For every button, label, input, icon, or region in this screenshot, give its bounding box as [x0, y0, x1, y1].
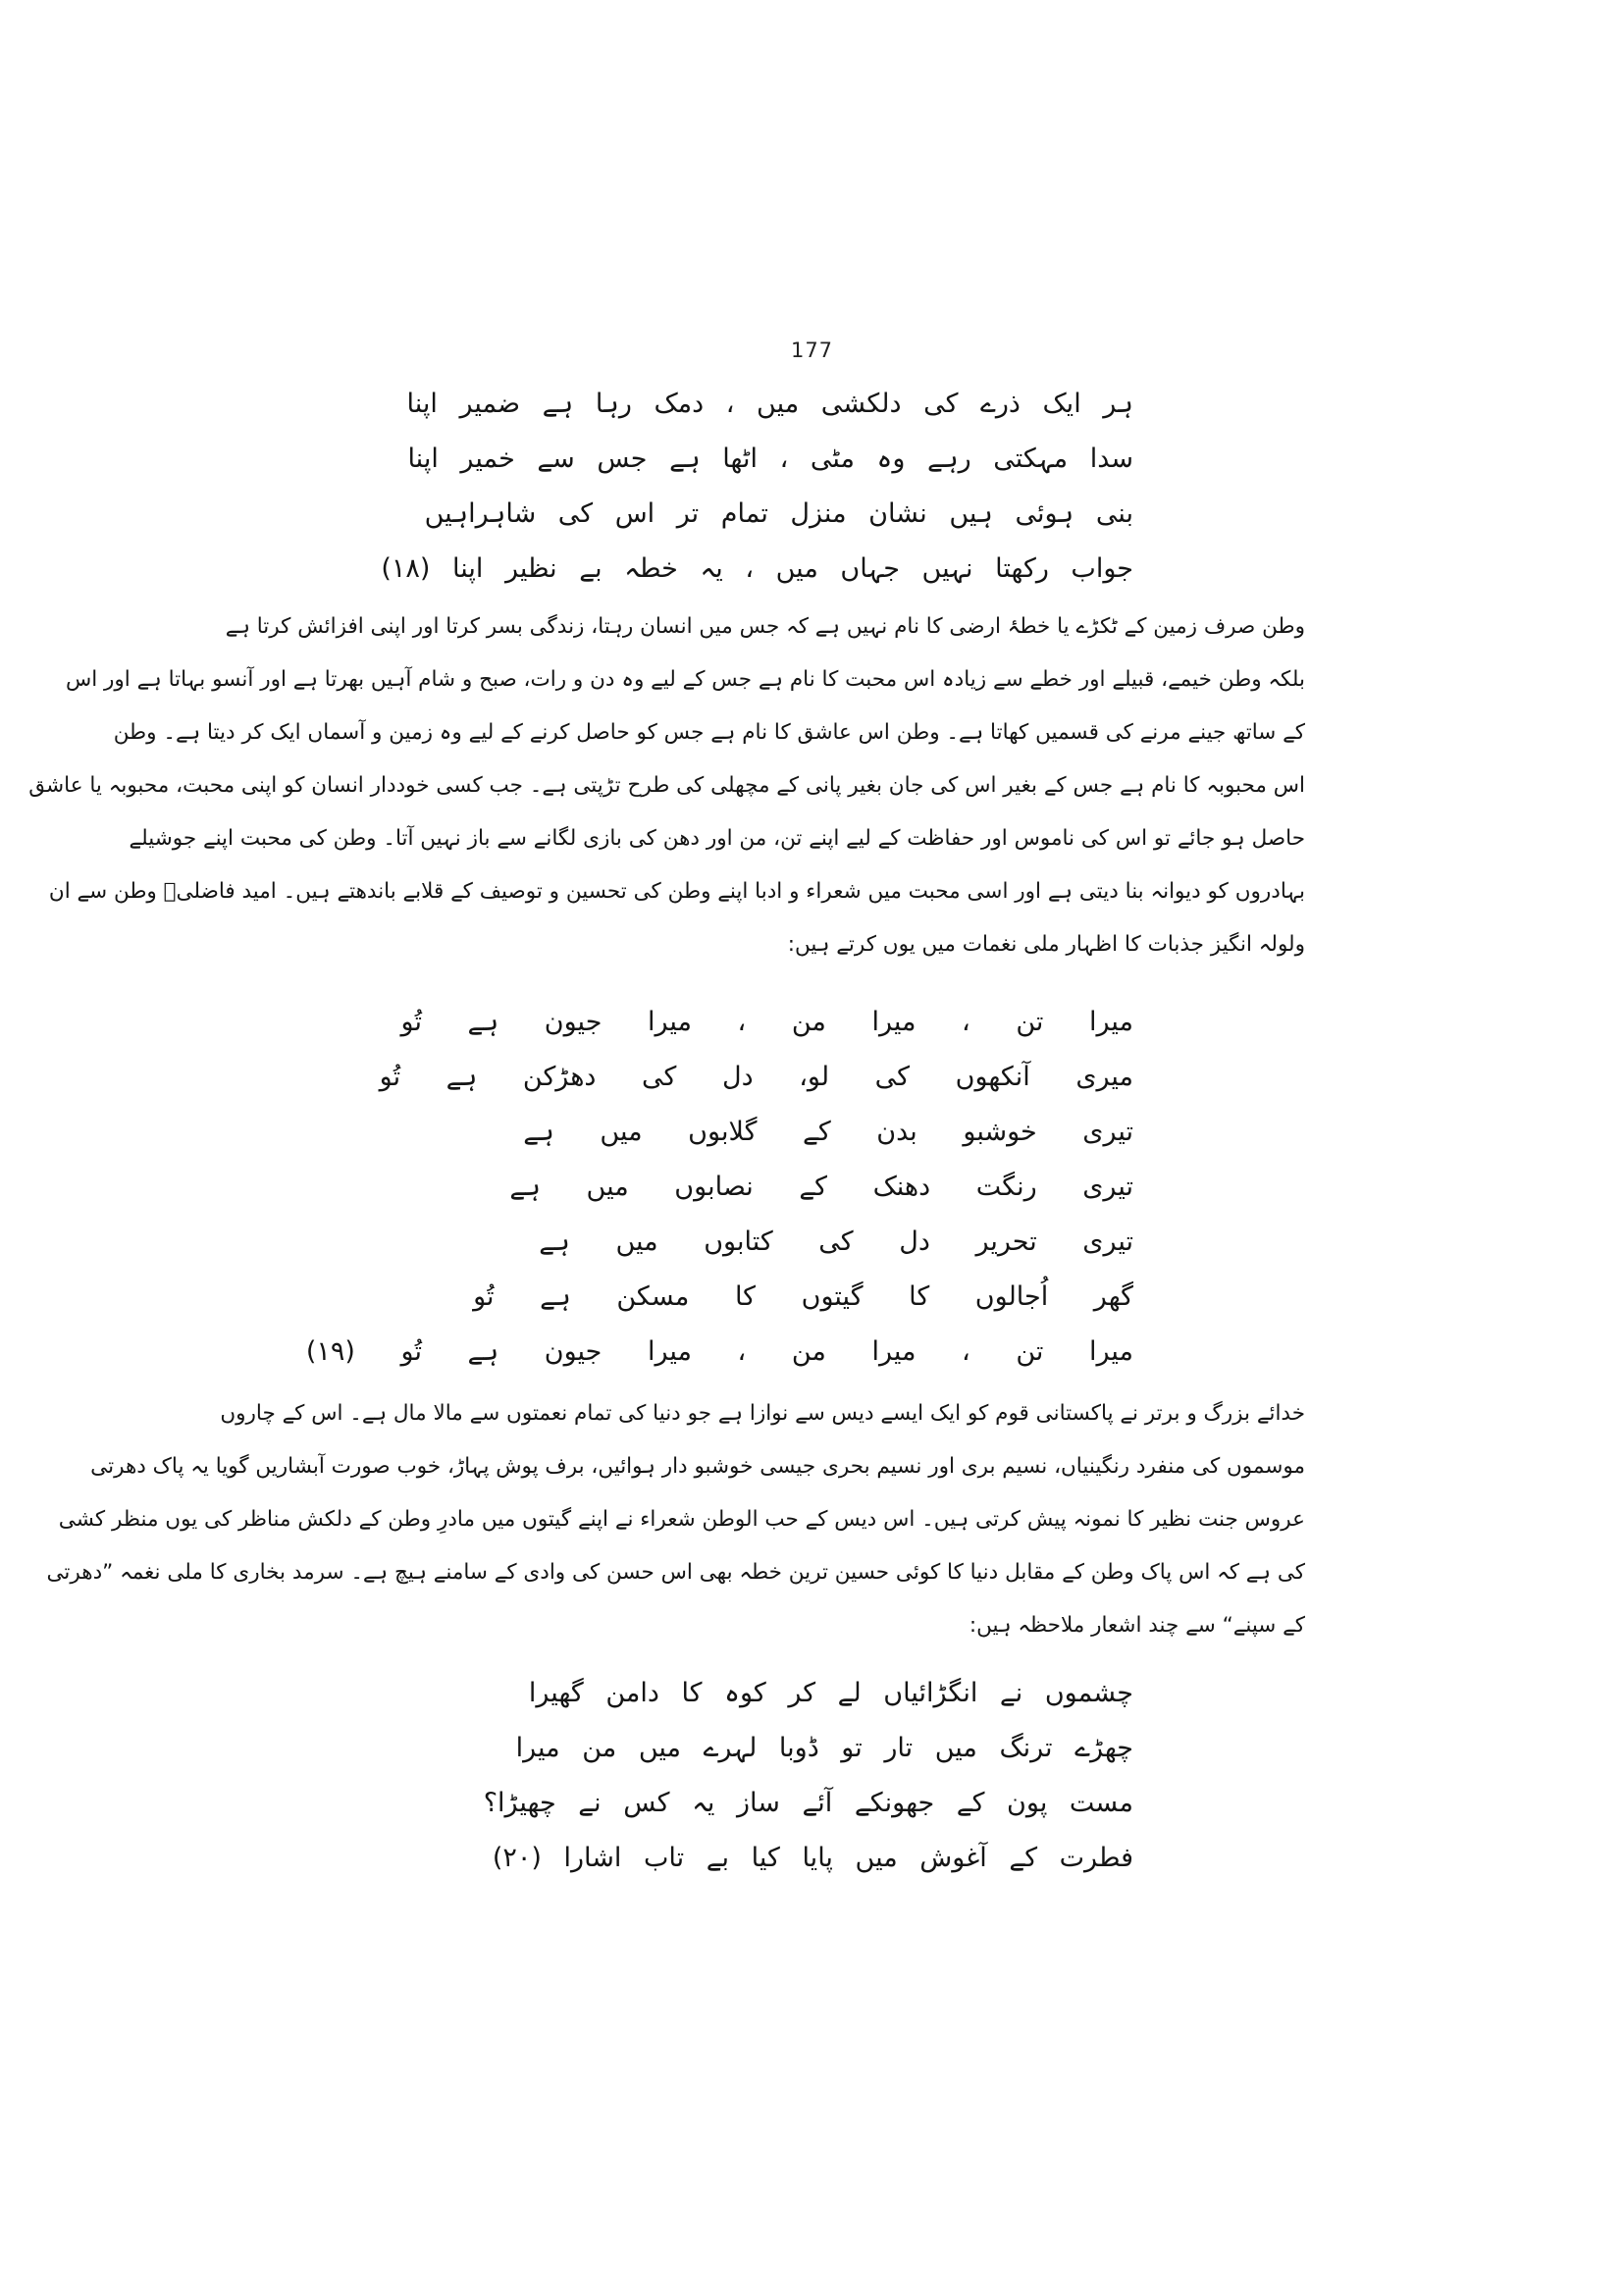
paragraph-line: وطن صرف زمین کے ٹکڑے یا خطۂ ارضی کا نام نہیں ہے کہ جس میں انسان رہتا، زندگی بسر کرتا اور اپنی افزائش کرتا ہے: [225, 614, 1305, 639]
verse-line: چشموں نے انگڑائیاں لے کر کوہ کا دامن گھیرا: [528, 1678, 1133, 1708]
verse-line: سدا مہکتی رہے وہ مٹی ، اٹھا ہے جس سے خمیر اپنا: [407, 443, 1133, 474]
paragraph-line: ولولہ انگیز جذبات کا اظہار ملی نغمات میں یوں کرتے ہیں:: [787, 932, 1305, 957]
verse-line: ہر ایک ذرے کی دلکشی میں ، دمک رہا ہے ضمیر اپنا: [406, 389, 1133, 419]
paragraph-line: بہادروں کو دیوانہ بنا دیتی ہے اور اسی محبت میں شعراء و ادبا اپنے وطن کی تحسین و توصیف کے قلابے باندھتے ہیں۔ امید فاضلیؔ وطن سے ان: [48, 879, 1305, 904]
paragraph-line: حاصل ہو جائے تو اس کی ناموس اور حفاظت کے لیے اپنے تن، من اور دھن کی بازی لگانے سے باز نہیں آتا۔ وطن کی محبت اپنے جوشیلے: [129, 826, 1305, 851]
verse-line: جواب رکھتا نہیں جہاں میں ، یہ خطہ بے نظیر اپنا (۱۸): [381, 553, 1133, 584]
paragraph-1: [28, 614, 1305, 987]
verse-line: میری آنکھوں کی لو، دل کی دھڑکن ہے تُو: [379, 1062, 1133, 1092]
verse-line: میرا تن ، میرا من ، میرا جیون ہے تُو (۱۹): [305, 1336, 1133, 1367]
verse-line: چھڑے ترنگ میں تار تو ڈوبا لہرے میں من میرا: [515, 1733, 1133, 1763]
verse-line: تیری رنگت دھنک کے نصابوں میں ہے: [509, 1172, 1133, 1202]
verse-line: مست پون کے جھونکے آئے ساز یہ کس نے چھیڑا؟: [483, 1788, 1133, 1818]
page-number: 177: [790, 339, 834, 362]
paragraph-line: کی ہے کہ اس پاک وطن کے مقابل دنیا کا کوئی حسین ترین خطہ بھی اس حسن کی وادی کے سامنے ہیچ ہے۔ سرمد بخاری کا ملی نغمہ ”دھرتی: [46, 1560, 1305, 1585]
paragraph-line: بلکہ وطن خیمے، قبیلے اور خطے سے زیادہ اس محبت کا نام ہے جس کے لیے وہ دن و رات، صبح و شام آہیں بھرتا ہے اور آنسو بہاتا ہے اور اس: [65, 667, 1305, 692]
paragraph-line: اس محبوبہ کا نام ہے جس کے بغیر اس کی جان بغیر پانی کے مچھلی کی طرح تڑپتی ہے۔ جب کسی خوددار انسان کو اپنی محبت، محبوبہ یا عاشق: [28, 773, 1305, 798]
stanza-2: [305, 1007, 1133, 1393]
stanza-3: [483, 1678, 1133, 1900]
verse-line: تیری تحریر دل کی کتابوں میں ہے: [539, 1226, 1133, 1257]
paragraph-line: کے ساتھ جینے مرنے کی قسمیں کھاتا ہے۔ وطن اس عاشق کا نام ہے جس کو حاصل کرنے کے لیے وہ زمین و آسماں ایک کر دیتا ہے۔ وطن: [113, 720, 1305, 745]
verse-line: میرا تن ، میرا من ، میرا جیون ہے تُو: [400, 1007, 1133, 1037]
paragraph-2: [46, 1401, 1305, 1668]
stanza-1: [381, 389, 1133, 610]
paragraph-line: عروس جنت نظیر کا نمونہ پیش کرتی ہیں۔ اس دیس کے حب الوطن شعراء نے اپنے گیتوں میں مادرِ وطن کے دلکش مناظر کی یوں منظر کشی: [58, 1507, 1305, 1532]
paragraph-line: موسموں کی منفرد رنگینیاں، نسیم بری اور نسیم بحری جیسی خوشبو دار ہوائیں، برف پوش پہاڑ، خوب صورت آبشاریں گویا یہ پاک دھرتی: [90, 1454, 1305, 1479]
paragraph-line: کے سپنے“ سے چند اشعار ملاحظہ ہیں:: [969, 1613, 1305, 1638]
verse-line: تیری خوشبو بدن کے گلابوں میں ہے: [523, 1117, 1133, 1147]
verse-line: بنی ہوئی ہیں نشان منزل تمام تر اس کی شاہراہیں: [424, 498, 1133, 529]
verse-line: فطرت کے آغوش میں پایا کیا بے تاب اشارا (۲۰): [492, 1843, 1133, 1873]
paragraph-line: خدائے بزرگ و برتر نے پاکستانی قوم کو ایک ایسے دیس سے نوازا ہے جو دنیا کی تمام نعمتوں سے مالا مال ہے۔ اس کے چاروں: [220, 1401, 1305, 1426]
verse-line: گھر اُجالوں کا گیتوں کا مسکن ہے تُو: [473, 1281, 1133, 1312]
